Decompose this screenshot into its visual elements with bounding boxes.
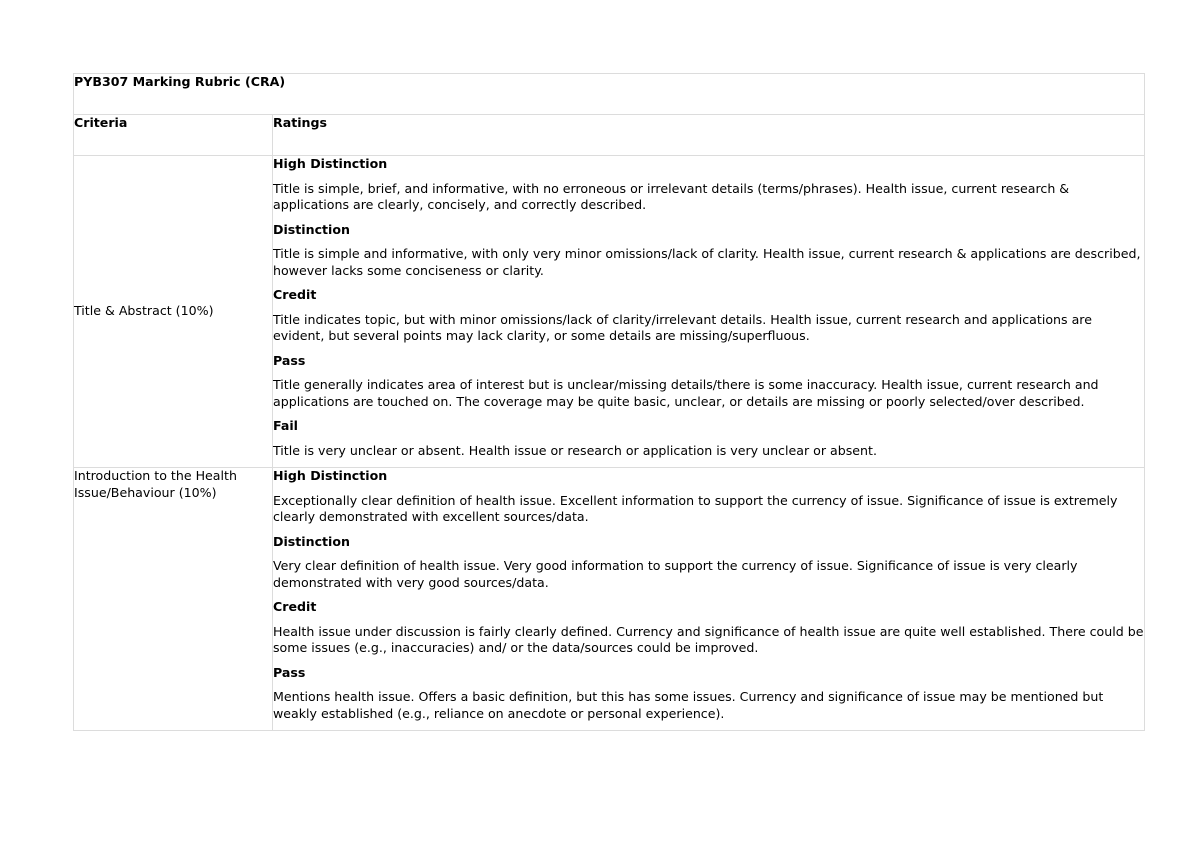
criteria-header: Criteria (74, 115, 273, 156)
rating-level-name: Fail (273, 418, 298, 433)
ratings-cell (273, 468, 1145, 731)
rating-level-description: Mentions health issue. Offers a basic definition, but this has some issues. Currency and significance of issue may be mentioned but weakly established (e.g., reliance on anecdote or personal experience). (273, 689, 1104, 721)
rating-level-description: Health issue under discussion is fairly clearly defined. Currency and significance of health issue are quite well established. There could be some issues (e.g., inaccuracies) and/ or the data/sources could be improved. (273, 623, 1144, 655)
rating-level-description: Exceptionally clear definition of health issue. Excellent information to support the currency of issue. Significance of issue is extremely clearly demonstrated with excellent sources/data. (273, 492, 1118, 524)
criterion-cell: Title & Abstract (10%) (74, 156, 273, 468)
title-row (74, 74, 1145, 115)
rating-level-description: Title generally indicates area of interest but is unclear/missing details/there is some inaccuracy. Health issue, current research and applications are touched on. The coverage may be quite basic, unclear, or details are missing or poorly selected/over described. (273, 377, 1099, 409)
rubric-table (73, 73, 1145, 731)
rating-level-name: Pass (273, 352, 306, 368)
rating-level-name: Credit (273, 287, 317, 302)
ratings-cell (273, 156, 1145, 468)
rating-level-name: Credit (273, 599, 317, 614)
rating-level-name: High Distinction (273, 156, 388, 171)
rating-level-description: Title is simple, brief, and informative, with no erroneous or irrelevant details (terms/phrases). Health issue, current research & applications are clearly, concisely, and correctly described. (273, 180, 1070, 212)
rating-level-name: Distinction (273, 533, 350, 549)
header-row (74, 115, 1145, 156)
rating-level-description: Title indicates topic, but with minor omissions/lack of clarity/irrelevant details. Health issue, current research and applications are evident, but several points may lack clarity, or some details are missing/superfluous. (273, 311, 1092, 343)
rating-level-description: Title is very unclear or absent. Health issue or research or application is very unclear or absent. (273, 442, 877, 458)
rating-level-description: Very clear definition of health issue. Very good information to support the currency of issue. Significance of issue is very clearly demonstrated with very good sources/data. (273, 558, 1078, 590)
rating-level-description: Title is simple and informative, with only very minor omissions/lack of clarity. Health issue, current research & applications are described, however lacks some conciseness or clarity. (273, 246, 1141, 278)
rating-level-name: High Distinction (273, 468, 388, 483)
rubric-title: PYB307 Marking Rubric (CRA) (74, 74, 1145, 115)
ratings-header: Ratings (273, 115, 1145, 156)
table-row (74, 156, 1145, 468)
rating-level-name: Distinction (273, 221, 350, 237)
table-row (74, 468, 1145, 731)
criterion-cell: Introduction to the Health Issue/Behaviour (10%) (74, 468, 273, 731)
rating-level-name: Pass (273, 664, 306, 680)
